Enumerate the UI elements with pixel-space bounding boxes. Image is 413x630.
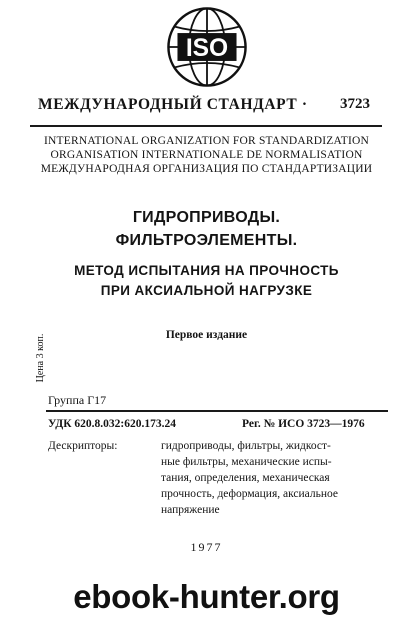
- price-label: Цена 3 коп.: [35, 333, 46, 383]
- descriptors-line: ные фильтры, механические испы-: [161, 456, 332, 468]
- organization-name-en: INTERNATIONAL ORGANIZATION FOR STANDARDIZATION: [43, 135, 370, 147]
- standard-title: МЕЖДУНАРОДНЫЙ СТАНДАРТ ·: [38, 96, 308, 113]
- descriptors-label: Дескрипторы:: [48, 440, 118, 452]
- document-subtitle-line-2: ПРИ АКСИАЛЬНОЙ НАГРУЗКЕ: [100, 283, 313, 298]
- header-divider: [30, 125, 382, 127]
- iso-logo-text: ISO: [185, 35, 229, 63]
- edition-label: Первое издание: [165, 329, 248, 341]
- descriptors-line: прочность, деформация, аксиальное: [161, 488, 338, 500]
- document-title-line-1: ГИДРОПРИВОДЫ.: [132, 209, 281, 226]
- watermark-text: ebook-hunter.org: [73, 578, 340, 615]
- organization-name-fr: ORGANISATION INTERNATIONALE DE NORMALISATION: [50, 149, 363, 161]
- descriptors-line: напряжение: [161, 504, 220, 516]
- registration-number: Рег. № ИСО 3723—1976: [242, 418, 365, 430]
- descriptors-line: тания, определения, механическая: [161, 472, 330, 484]
- document-title-line-2: ФИЛЬТРОЭЛЕМЕНТЫ.: [115, 232, 298, 249]
- descriptors-line: гидроприводы, фильтры, жидкост-: [161, 440, 331, 452]
- publication-year: 1977: [190, 540, 223, 554]
- document-subtitle-line-1: МЕТОД ИСПЫТАНИЯ НА ПРОЧНОСТЬ: [74, 263, 339, 278]
- classification-divider: [46, 410, 388, 412]
- organization-name-ru: МЕЖДУНАРОДНАЯ ОРГАНИЗАЦИЯ ПО СТАНДАРТИЗАЦИИ: [40, 163, 373, 175]
- iso-logo: [166, 6, 248, 88]
- group-code: Группа Г17: [48, 393, 107, 407]
- udc-code: УДК 620.8.032:620.173.24: [48, 418, 176, 430]
- standard-number: 3723: [340, 96, 370, 112]
